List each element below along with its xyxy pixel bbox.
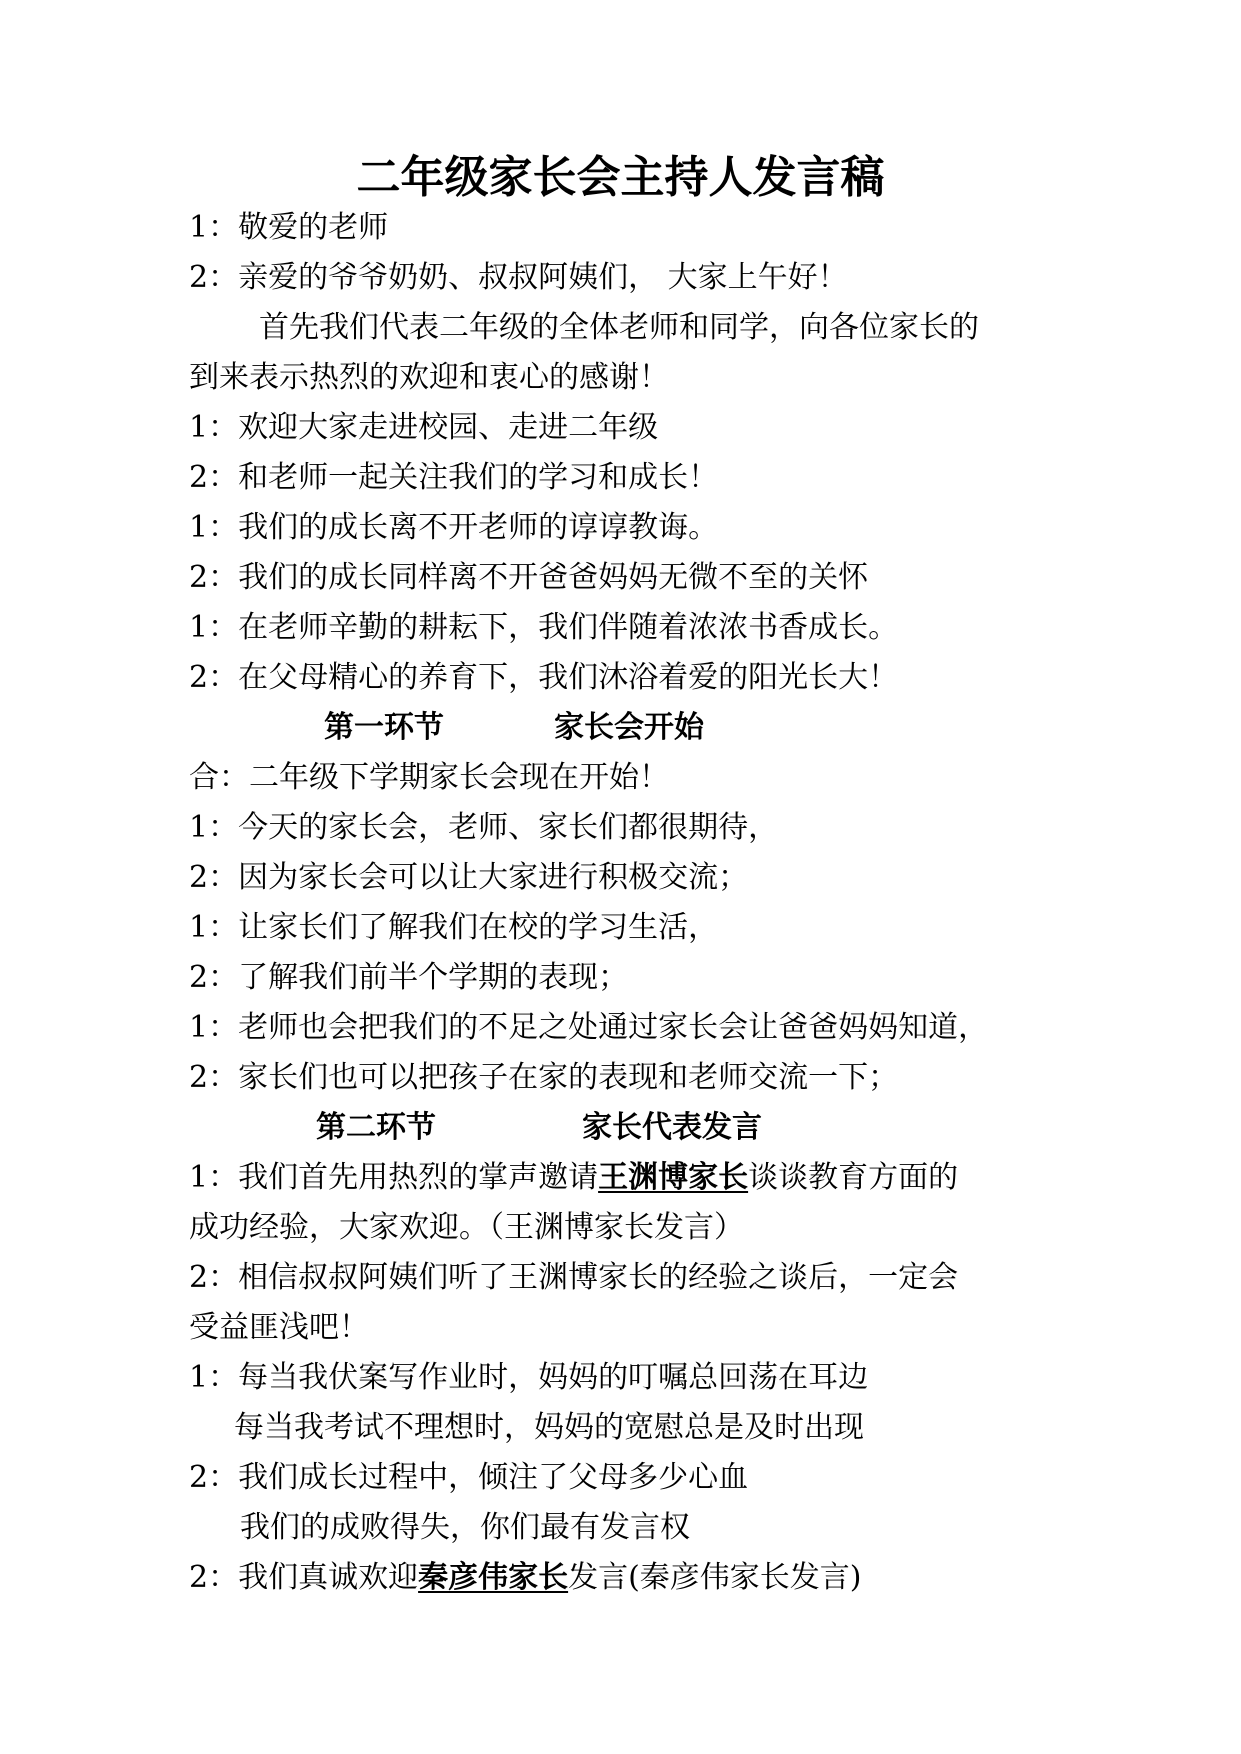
text-line [189,1158,958,1198]
text-line: 2：和老师一起关注我们的学习和成长！ [189,460,719,495]
text-line: 1：在老师辛勤的耕耘下，我们伴随着浓浓书香成长。 [189,610,899,645]
text-segment: 2：我们真诚欢迎 [189,1560,419,1595]
text-line: 成功经验，大家欢迎。（王渊博家长发言） [189,1210,744,1245]
section-heading-label: 第一环节 [324,710,444,745]
document-title: 二年级家长会主持人发言稿 [356,152,885,203]
text-segment: 谈谈教育方面的 [748,1160,959,1195]
text-line: 1：敬爱的老师 [189,210,389,245]
text-line: 合：二年级下学期家长会现在开始！ [189,760,669,795]
text-segment: 发言(秦彦伟家长发言) [568,1560,862,1595]
text-line: 受益匪浅吧！ [189,1310,369,1345]
text-line: 1：我们的成长离不开老师的谆谆教诲。 [189,510,719,545]
text-line: 2：在父母精心的养育下，我们沐浴着爱的阳光长大！ [189,660,899,695]
text-line: 我们的成败得失，你们最有发言权 [240,1510,690,1545]
text-line: 2：相信叔叔阿姨们听了王渊博家长的经验之谈后，一定会 [189,1260,959,1295]
section-heading-label: 第二环节 [316,1110,436,1145]
text-line: 每当我考试不理想时，妈妈的宽慰总是及时出现 [234,1410,864,1445]
text-line: 1：让家长们了解我们在校的学习生活， [189,910,719,945]
text-line: 2：我们成长过程中，倾注了父母多少心血 [189,1460,749,1495]
parent-name-highlight: 王渊博家长 [598,1160,749,1195]
text-line: 2：亲爱的爷爷奶奶、叔叔阿姨们， 大家上午好！ [189,260,848,295]
text-line: 1：欢迎大家走进校园、走进二年级 [189,410,659,445]
text-line [189,1558,862,1598]
parent-name-highlight: 秦彦伟家长 [418,1560,569,1595]
text-line: 2：我们的成长同样离不开爸爸妈妈无微不至的关怀 [189,560,869,595]
text-line: 首先我们代表二年级的全体老师和同学，向各位家长的 [259,310,979,345]
text-line: 1：今天的家长会，老师、家长们都很期待， [189,810,779,845]
text-line: 2：家长们也可以把孩子在家的表现和老师交流一下； [189,1060,899,1095]
text-line: 2：因为家长会可以让大家进行积极交流； [189,860,749,895]
section-heading-name: 家长代表发言 [582,1110,762,1145]
text-line: 1：每当我伏案写作业时，妈妈的叮嘱总回荡在耳边 [189,1360,869,1395]
text-line: 到来表示热烈的欢迎和衷心的感谢！ [189,360,669,395]
section-heading-name: 家长会开始 [554,710,704,745]
text-segment: 1：我们首先用热烈的掌声邀请 [189,1160,599,1195]
text-line: 2：了解我们前半个学期的表现； [189,960,629,995]
text-line: 1：老师也会把我们的不足之处通过家长会让爸爸妈妈知道， [189,1010,989,1045]
